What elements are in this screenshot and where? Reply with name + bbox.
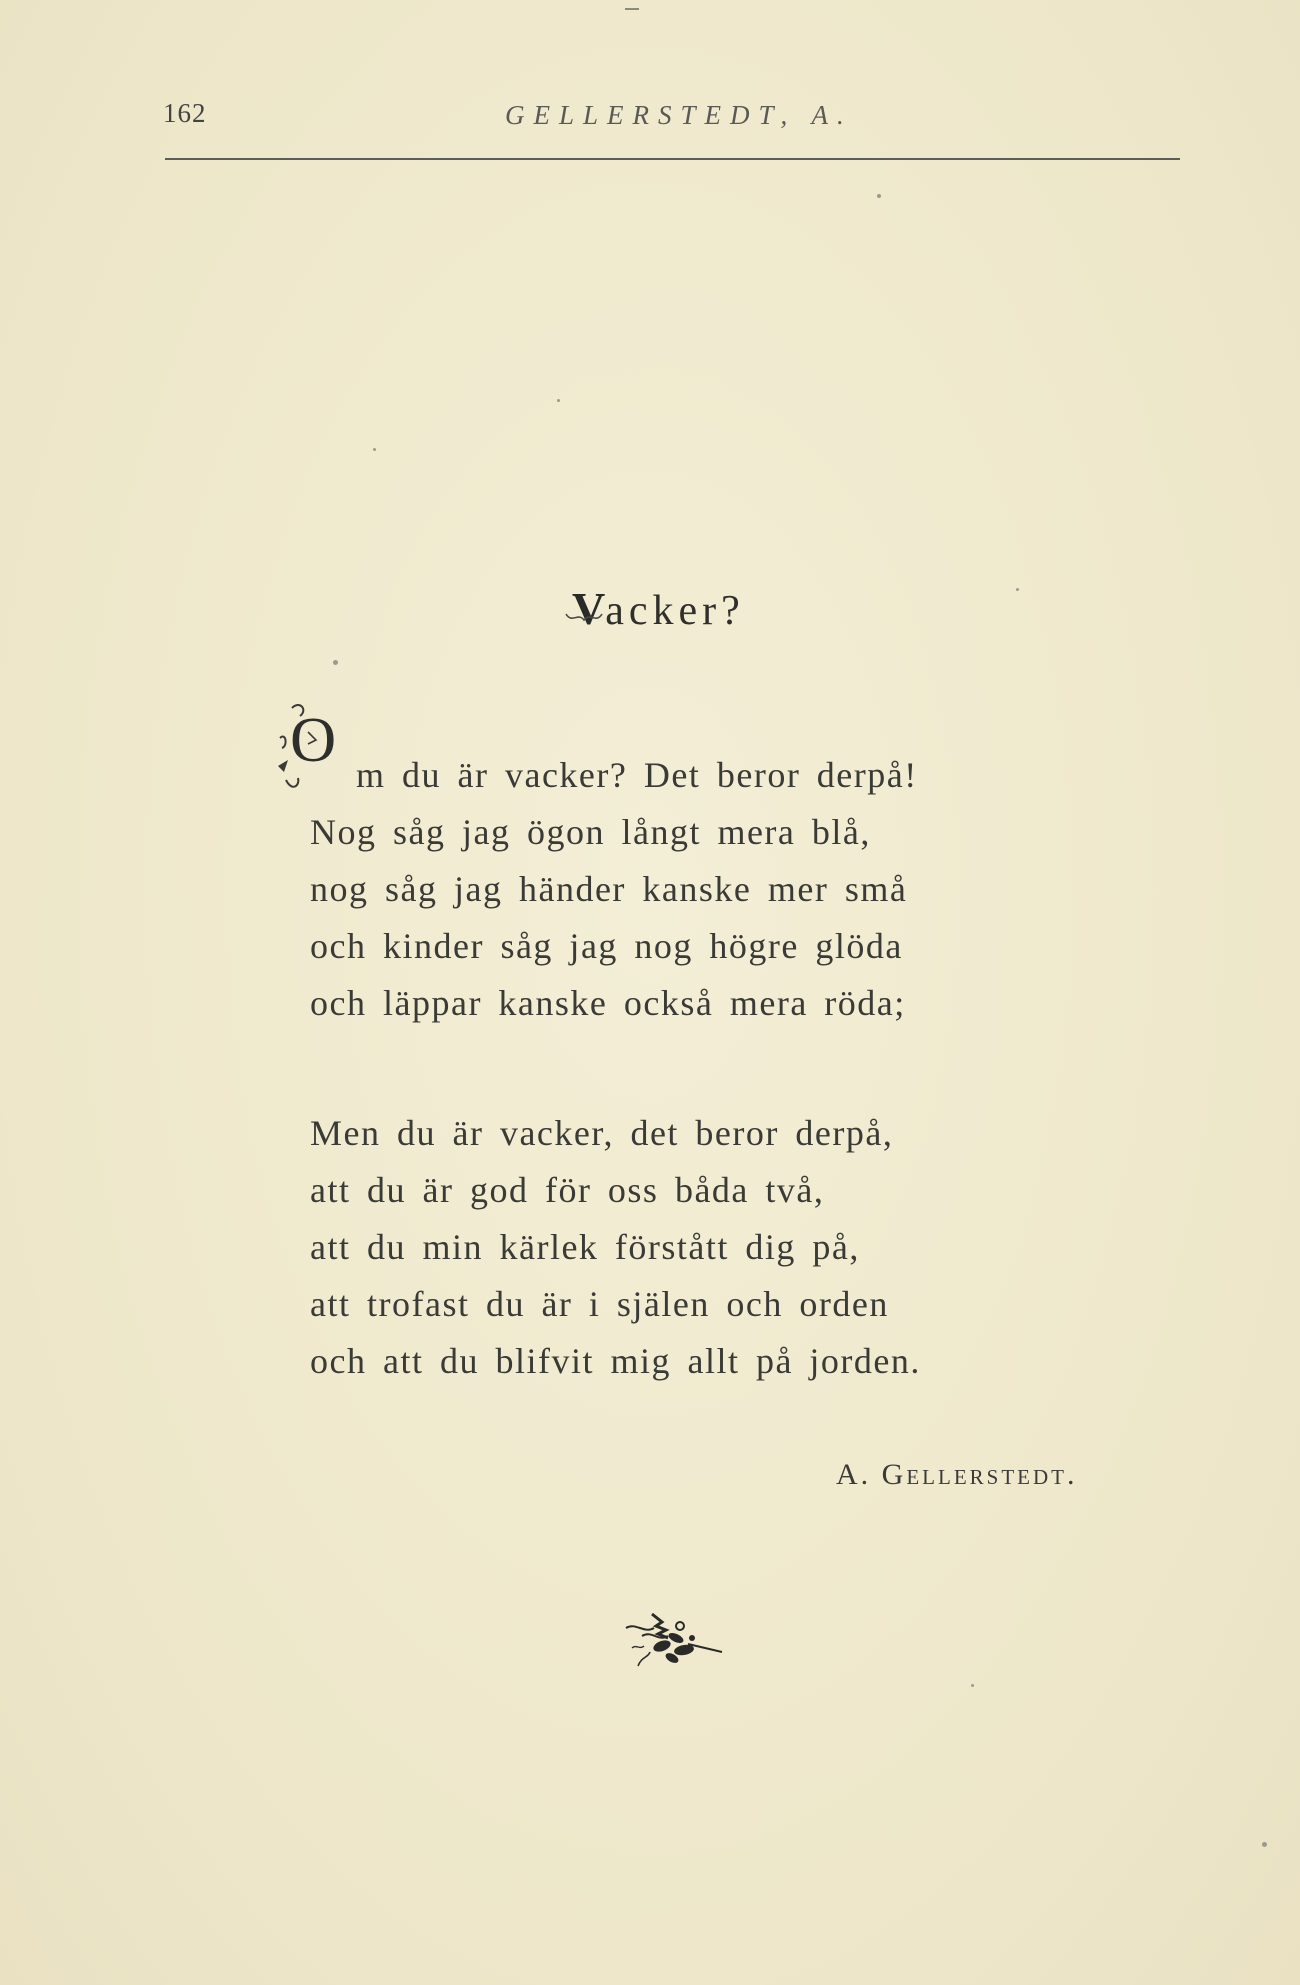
author-signature: A. Gellerstedt. xyxy=(836,1458,1078,1491)
paper-speck xyxy=(557,399,560,402)
poem-line: Nog såg jag ögon långt mera blå, xyxy=(310,812,871,852)
poem-line: m du är vacker? Det beror derpå! xyxy=(356,755,918,795)
flourish-icon xyxy=(564,610,604,626)
floral-ornament-icon xyxy=(622,1608,732,1674)
paper-speck xyxy=(333,660,338,665)
title-initial: V xyxy=(572,582,605,635)
header-rule xyxy=(165,158,1180,160)
page-edge-mark xyxy=(625,8,639,10)
stanza-1 xyxy=(310,747,921,1032)
running-head: GELLERSTEDT, A. xyxy=(505,100,853,130)
poem-line: och kinder såg jag nog högre glöda xyxy=(310,926,903,966)
paper-speck xyxy=(971,1684,974,1687)
poem-body xyxy=(310,747,921,1390)
poem-line: att trofast du är i själen och orden xyxy=(310,1284,889,1324)
poem-line: att du är god för oss båda två, xyxy=(310,1170,825,1210)
poem-line: att du min kärlek förstått dig på, xyxy=(310,1227,860,1267)
poem-title xyxy=(572,582,745,635)
paper-speck xyxy=(1262,1842,1267,1847)
poem-line: nog såg jag händer kanske mer små xyxy=(310,869,908,909)
paper-speck xyxy=(877,194,881,198)
stanza-2 xyxy=(310,1105,921,1390)
title-text: acker? xyxy=(605,588,745,634)
paper-speck xyxy=(373,448,376,451)
drop-cap-letter: O xyxy=(290,704,337,775)
poem-line: och läppar kanske också mera röda; xyxy=(310,983,906,1023)
paper-speck xyxy=(1016,588,1019,591)
stanza-break xyxy=(310,1032,921,1105)
page-number: 162 xyxy=(163,98,207,128)
poem-line: och att du blifvit mig allt på jorden. xyxy=(310,1341,921,1381)
poem-line: Men du är vacker, det beror derpå, xyxy=(310,1113,894,1153)
